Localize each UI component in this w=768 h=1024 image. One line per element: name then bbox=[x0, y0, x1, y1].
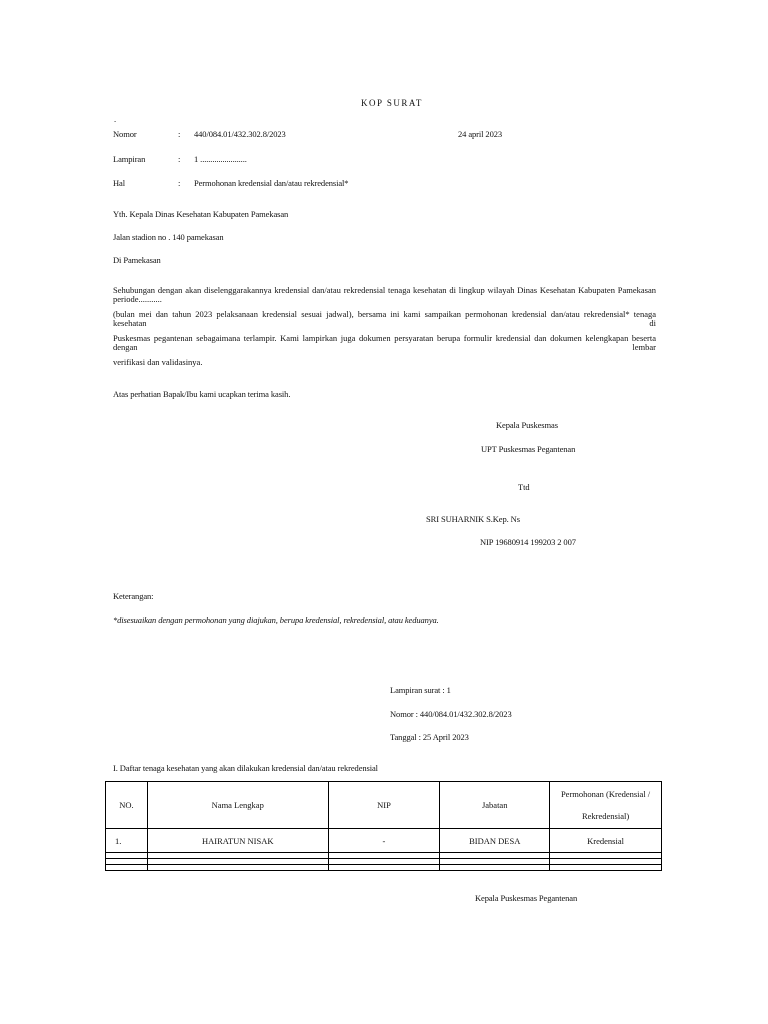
lampiran-label: Lampiran bbox=[113, 154, 146, 164]
attachment-footer: Kepala Puskesmas Pegantenan bbox=[475, 893, 578, 903]
cell-jabatan: BIDAN DESA bbox=[440, 829, 550, 853]
table-row-empty bbox=[106, 865, 662, 871]
attachment-tanggal: Tanggal : 25 April 2023 bbox=[390, 732, 469, 742]
empty-cell bbox=[106, 865, 148, 871]
header-nip: NIP bbox=[328, 782, 440, 829]
header-permohonan-line-1: Permohonan (Kredensial / bbox=[560, 789, 651, 799]
attachment-section-title: I. Daftar tenaga kesehatan yang akan dilakukan kredensial dan/atau rekredensial bbox=[113, 763, 378, 773]
cell-nip: - bbox=[328, 829, 440, 853]
body-line-4: verifikasi dan validasinya. bbox=[113, 357, 203, 367]
hal-label: Hal bbox=[113, 178, 125, 188]
cell-nama: HAIRATUN NISAK bbox=[147, 829, 328, 853]
signatory-name: SRI SUHARNIK S.Kep. Ns bbox=[426, 514, 520, 524]
attachment-lampiran: Lampiran surat : 1 bbox=[390, 685, 451, 695]
signature-ttd: Ttd bbox=[518, 482, 530, 492]
body-line-1: Sehubungan dengan akan diselenggarakannya kredensial dan/atau rekredensial tenaga kesehatan di lingkup wilayah Dinas Kesehatan Kabupaten Pamekasan periode........... bbox=[113, 285, 656, 304]
hal-value: Permohonan kredensial dan/atau rekredensial* bbox=[194, 178, 349, 188]
header-jabatan: Jabatan bbox=[440, 782, 550, 829]
empty-cell bbox=[328, 865, 440, 871]
health-workers-table bbox=[105, 781, 662, 871]
nomor-value: 440/084.01/432.302.8/2023 bbox=[194, 129, 286, 139]
note-text: *disesuaikan dengan permohonan yang diajukan, berupa kredensial, rekredensial, atau keduanya. bbox=[113, 615, 439, 625]
signature-title-2: UPT Puskesmas Pegantenan bbox=[481, 444, 576, 454]
recipient-line-2: Jalan stadion no . 140 pamekasan bbox=[113, 232, 224, 242]
empty-cell bbox=[147, 865, 328, 871]
cell-no: 1. bbox=[106, 829, 148, 853]
header-permohonan-line-2: Rekredensial) bbox=[581, 811, 630, 821]
table-row bbox=[106, 829, 662, 853]
body-line-2: (bulan mei dan tahun 2023 pelaksanaan kredensial sesuai jadwal), bersama ini kami sampaikan permohonan kredensial dan/atau rekredensial* tenaga kesehatan di bbox=[113, 309, 656, 328]
recipient-line-3: Di Pamekasan bbox=[113, 255, 161, 265]
nomor-label: Nomor bbox=[113, 129, 137, 139]
attachment-nomor: Nomor : 440/084.01/432.302.8/2023 bbox=[390, 709, 512, 719]
header-permohonan bbox=[550, 782, 662, 829]
signatory-nip: NIP 19680914 199203 2 007 bbox=[480, 537, 576, 547]
cell-permohonan: Kredensial bbox=[550, 829, 662, 853]
recipient-line-1: Yth. Kepala Dinas Kesehatan Kabupaten Pamekasan bbox=[113, 209, 289, 219]
table-header-row bbox=[106, 782, 662, 829]
empty-cell bbox=[440, 865, 550, 871]
closing-sentence: Atas perhatian Bapak/Ibu kami ucapkan terima kasih. bbox=[113, 389, 291, 399]
hal-colon: : bbox=[178, 178, 181, 188]
signature-title-1: Kepala Puskesmas bbox=[496, 420, 558, 430]
note-label: Keterangan: bbox=[113, 591, 154, 601]
nomor-colon: : bbox=[178, 129, 181, 139]
lampiran-value: 1 ....................... bbox=[194, 154, 247, 164]
lampiran-colon: : bbox=[178, 154, 181, 164]
letter-date: 24 april 2023 bbox=[458, 129, 503, 139]
empty-cell bbox=[550, 865, 662, 871]
header-no: NO. bbox=[106, 782, 148, 829]
letterhead-dot: . bbox=[114, 114, 117, 124]
body-line-3: Puskesmas pegantenan sebagaimana terlampir. Kami lampirkan juga dokumen persyaratan berupa formulir kredensial dan dokumen kelengkapan beserta dengan lembar bbox=[113, 333, 656, 352]
letterhead-title: KOP SURAT bbox=[361, 98, 423, 108]
header-nama: Nama Lengkap bbox=[147, 782, 328, 829]
